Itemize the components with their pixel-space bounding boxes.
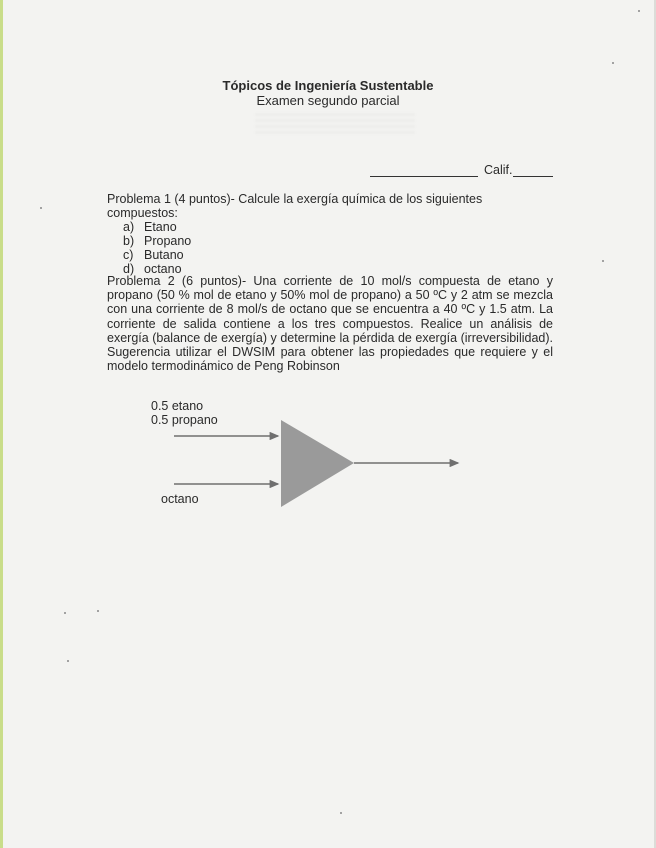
problem-1	[107, 192, 555, 276]
name-blank-line	[370, 164, 478, 177]
problem-1-list	[107, 220, 555, 276]
feed-1-label-ethane: 0.5 etano	[151, 399, 204, 413]
document-subtitle: Examen segundo parcial	[256, 93, 400, 108]
problem-2	[107, 274, 553, 373]
grade-field	[370, 163, 553, 177]
scan-speck	[638, 10, 640, 12]
scan-speck	[40, 207, 42, 209]
grade-blank-line	[513, 164, 553, 177]
bleed-through-text	[255, 112, 415, 134]
list-item: b) Propano	[123, 234, 192, 248]
document-header	[0, 78, 656, 108]
scan-edge	[0, 0, 3, 848]
scan-speck	[340, 812, 342, 814]
list-item: d) octano	[123, 262, 182, 276]
flowsheet-svg	[140, 390, 480, 520]
feed-1-label-propane: 0.5 propano	[151, 413, 218, 427]
grade-label: Calif.	[484, 163, 513, 177]
document-title: Tópicos de Ingeniería Sustentable	[222, 78, 434, 93]
list-item: a) Etano	[123, 220, 177, 234]
scan-speck	[64, 612, 66, 614]
problem-1-statement: Problema 1 (4 puntos)- Calcule la exergía química de los siguientes compuestos:	[107, 192, 483, 220]
scan-speck	[612, 62, 614, 64]
scan-speck	[97, 610, 99, 612]
scan-speck	[602, 260, 604, 262]
scan-speck	[67, 660, 69, 662]
feed-2-label-octane: octano	[161, 492, 199, 506]
list-item: c) Butano	[123, 248, 184, 262]
problem-2-statement: Problema 2 (6 puntos)- Una corriente de 10 mol/s compuesta de etano y propano (50 % mol de etano y 50% mol de propano) a 50 ºC y 2 atm se mezcla con una corriente de 8 mol/s de octano que se encuentra a 40 ºC y 1.5 atm. La corriente de salida contiene a los tres compuestos. Realice un análisis de exergía (balance de exergía) y determine la pérdida de exergía (irreversibilidad). Sugerencia utilizar el DWSIM para obtener las propiedades que requiere y el modelo termodinámico de Peng Robinson	[107, 274, 553, 374]
mixer-triangle-icon	[281, 420, 354, 507]
